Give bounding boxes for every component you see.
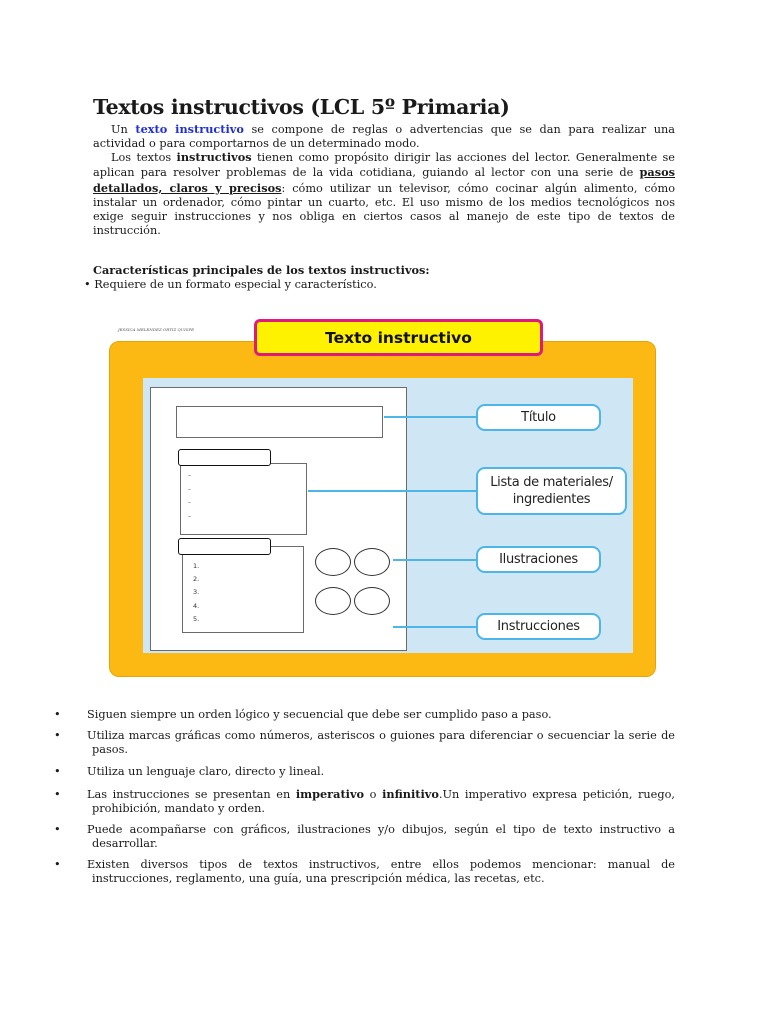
mockup-instructions-heading [178, 538, 271, 555]
mockup-numbers: 1. 2. 3. 4. 5. [193, 562, 200, 623]
bold-term: instructivos [176, 150, 252, 164]
mockup-list-box [180, 463, 307, 535]
bullet-item: • Puede acompañarse con gráficos, ilustraciones y/o dibujos, según el tipo de texto instructivo a desarrollar. [54, 823, 675, 851]
highlight-term: texto instructivo [135, 122, 244, 136]
bullet-item: • Utiliza un lenguaje claro, directo y lineal. [54, 765, 325, 778]
label-lista-materiales: Lista de materiales/ ingredientes [476, 467, 627, 515]
mockup-list-heading [178, 449, 271, 466]
illustration-oval [354, 548, 390, 576]
label-titulo: Título [476, 404, 601, 431]
bullet-item: • Siguen siempre un orden lógico y secuencial que debe ser cumplido paso a paso. [54, 708, 552, 721]
mockup-list-marks: – – – – [188, 472, 191, 520]
page-title: Textos instructivos (LCL 5º Primaria) [93, 95, 510, 119]
bullet-item: • Utiliza marcas gráficas como números, asteriscos o guiones para diferenciar o secuenciar la serie de pasos. [54, 729, 675, 757]
figure-credit: JESSICA MELENDEZ ORTIZ QUISPE [118, 327, 195, 332]
bullet-item: • Las instrucciones se presentan en imperativo o infinitivo.Un imperativo expresa petición, ruego, prohibición, mandato y orden. [54, 787, 675, 816]
mockup-instructions-box [182, 546, 304, 633]
illustration-oval [315, 548, 351, 576]
label-instrucciones: Instrucciones [476, 613, 601, 640]
illustration-oval [354, 587, 390, 615]
underlined-phrase: pasos detallados, claros y precisos [93, 165, 675, 195]
label-ilustraciones: Ilustraciones [476, 546, 601, 573]
connector-line [384, 416, 476, 418]
bullet-item: • Existen diversos tipos de textos instructivos, entre ellos podemos mencionar: manual de instrucciones, reglamento, una guía, una prescripción médica, las recetas, etc. [54, 858, 675, 886]
illustration-oval [315, 587, 351, 615]
intro-paragraph: Un texto instructivo se compone de reglas o advertencias que se dan para realizar una actividad o para comportarnos de un determinado modo. [93, 122, 675, 151]
figure-title: Texto instructivo [254, 319, 543, 356]
purpose-paragraph: Los textos instructivos tienen como propósito dirigir las acciones del lector. Generalmente se aplican para resolver problemas de la vida cotidiana, guiando al lector con una serie de pasos detallados, claros y precisos: cómo utilizar un televisor, cómo cocinar algún alimento, cómo instalar un ordenador, cómo pintar un cuarto, etc. El uso mismo de los medios tecnológicos nos exige seguir instrucciones y nos obliga en ciertos casos al manejo de este tipo de textos de instrucción. [93, 150, 675, 238]
connector-line [308, 490, 476, 492]
mockup-title-box [176, 406, 383, 438]
bullet-format: • Requiere de un formato especial y característico. [84, 278, 377, 291]
section-heading: Características principales de los textos instructivos: [93, 263, 430, 277]
connector-line [393, 559, 476, 561]
connector-line [393, 626, 476, 628]
